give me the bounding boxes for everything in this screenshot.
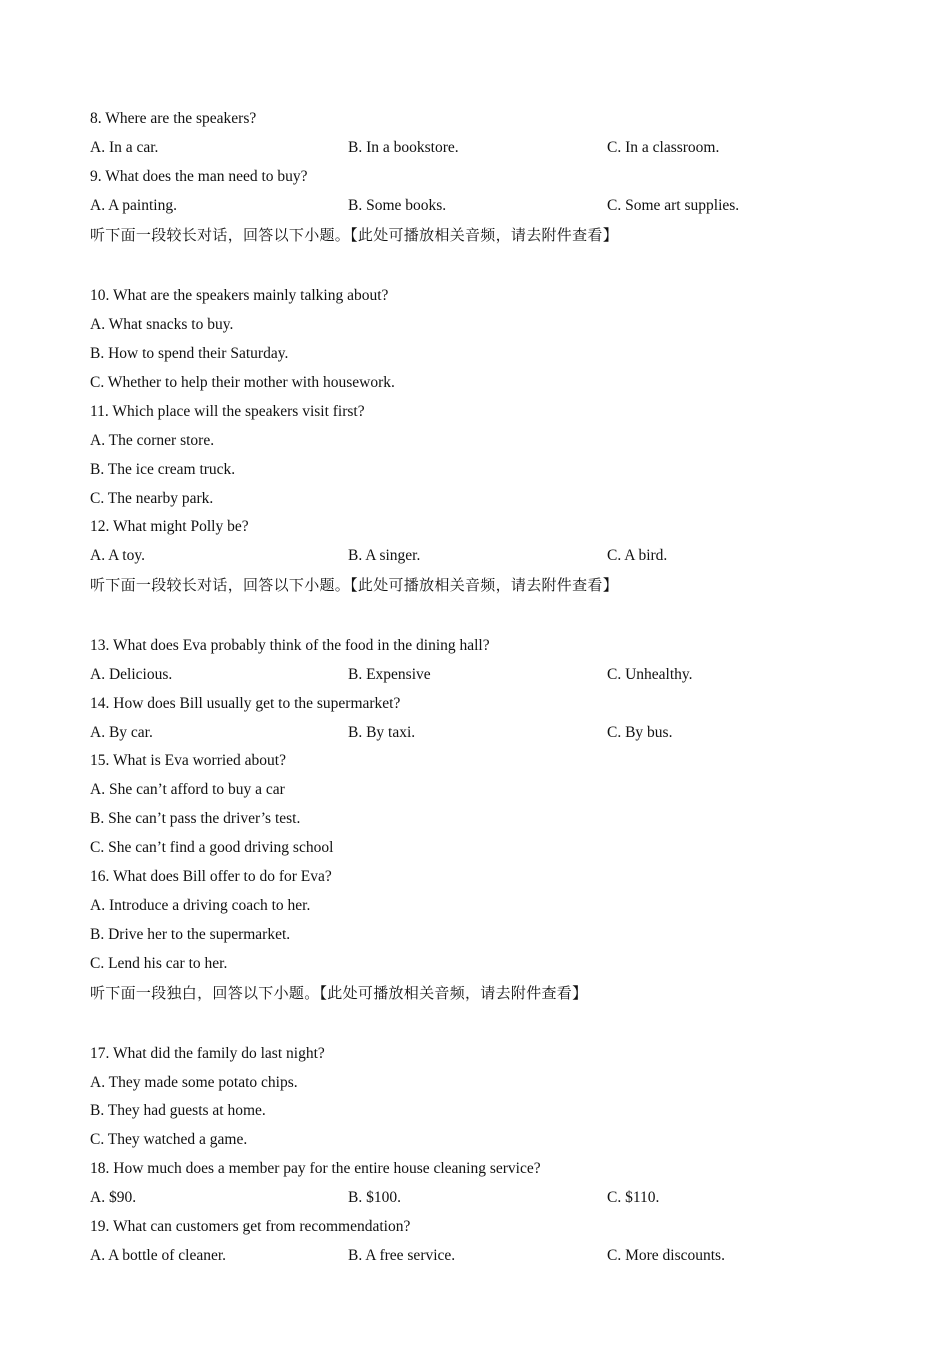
question-11-option-a: A. The corner store. [90,432,215,449]
question-18: 18. How much does a member pay for the entire house cleaning service? [90,1160,541,1177]
question-13-option-c: C. Unhealthy. [607,666,693,683]
question-14-option-b: B. By taxi. [348,724,416,741]
question-15-option-c: C. She can’t find a good driving school [90,839,334,856]
question-8-option-c: C. In a classroom. [607,139,720,156]
question-19-option-c: C. More discounts. [607,1247,725,1264]
question-14-option-a: A. By car. [90,724,153,741]
question-15: 15. What is Eva worried about? [90,752,286,769]
question-9-option-a: A. A painting. [90,197,177,214]
question-8: 8. Where are the speakers? [90,110,257,127]
question-10: 10. What are the speakers mainly talking about? [90,287,389,304]
question-14: 14. How does Bill usually get to the supermarket? [90,695,401,712]
question-10-option-c: C. Whether to help their mother with housework. [90,374,395,391]
question-12-option-b: B. A singer. [348,547,421,564]
question-19-option-b: B. A free service. [348,1247,456,1264]
question-16: 16. What does Bill offer to do for Eva? [90,868,332,885]
question-16-option-a: A. Introduce a driving coach to her. [90,897,311,914]
question-8-option-b: B. In a bookstore. [348,139,459,156]
question-15-option-a: A. She can’t afford to buy a car [90,781,285,798]
question-9-option-c: C. Some art supplies. [607,197,740,214]
question-16-option-c: C. Lend his car to her. [90,955,228,972]
question-13-option-b: B. Expensive [348,666,431,683]
question-9: 9. What does the man need to buy? [90,168,308,185]
question-9-option-b: B. Some books. [348,197,447,214]
section-instruction: 听下面一段较长对话，回答以下小题。【此处可播放相关音频，请去附件查看】 [90,576,619,594]
question-10-option-a: A. What snacks to buy. [90,316,234,333]
question-17-option-b: B. They had guests at home. [90,1102,266,1119]
question-12-option-c: C. A bird. [607,547,668,564]
question-18-option-b: B. $100. [348,1189,401,1206]
question-13-option-a: A. Delicious. [90,666,173,683]
question-13: 13. What does Eva probably think of the food in the dining hall? [90,637,490,654]
question-15-option-b: B. She can’t pass the driver’s test. [90,810,301,827]
question-19-option-a: A. A bottle of cleaner. [90,1247,227,1264]
section-instruction: 听下面一段独白，回答以下小题。【此处可播放相关音频，请去附件查看】 [90,984,588,1002]
question-11-option-b: B. The ice cream truck. [90,461,236,478]
question-16-option-b: B. Drive her to the supermarket. [90,926,291,943]
question-12: 12. What might Polly be? [90,518,249,535]
question-12-option-a: A. A toy. [90,547,145,564]
question-11: 11. Which place will the speakers visit first? [90,403,365,420]
question-14-option-c: C. By bus. [607,724,673,741]
question-8-option-a: A. In a car. [90,139,159,156]
question-17-option-a: A. They made some potato chips. [90,1074,298,1091]
question-17-option-c: C. They watched a game. [90,1131,248,1148]
question-11-option-c: C. The nearby park. [90,490,214,507]
question-18-option-a: A. $90. [90,1189,137,1206]
section-instruction: 听下面一段较长对话，回答以下小题。【此处可播放相关音频，请去附件查看】 [90,226,619,244]
question-18-option-c: C. $110. [607,1189,660,1206]
question-19: 19. What can customers get from recommendation? [90,1218,411,1235]
question-10-option-b: B. How to spend their Saturday. [90,345,289,362]
question-17: 17. What did the family do last night? [90,1045,325,1062]
